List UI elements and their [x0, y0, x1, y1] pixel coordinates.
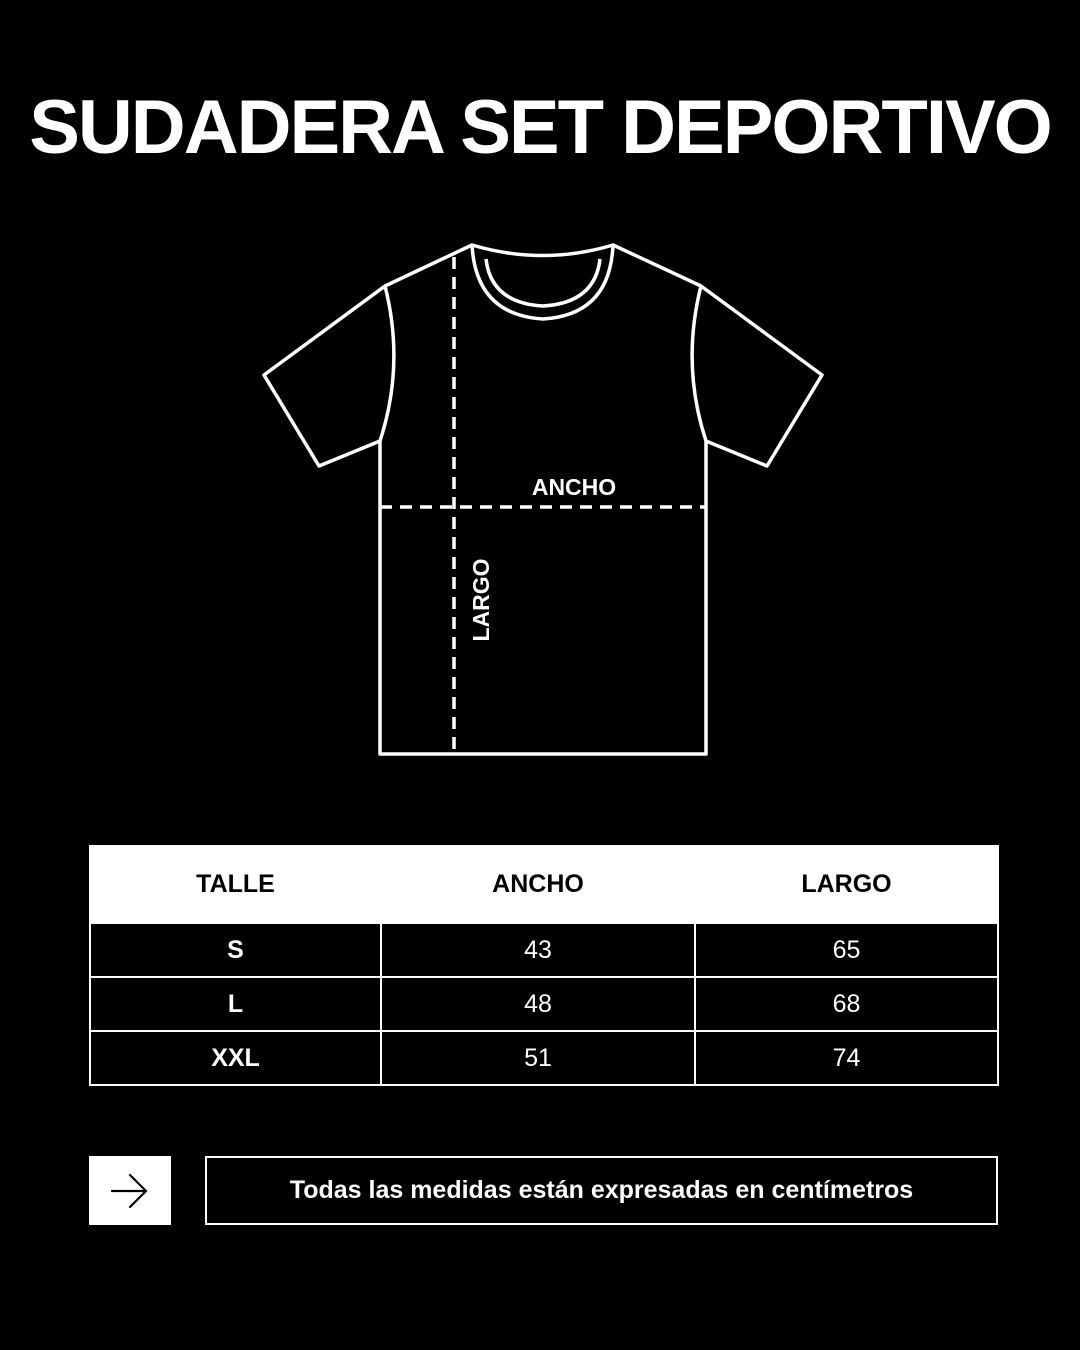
- header-size: TALLE: [90, 846, 381, 923]
- header-length: LARGO: [695, 846, 998, 923]
- length-label: LARGO: [468, 558, 494, 642]
- collar-inner: [486, 259, 600, 306]
- length-cell: 74: [695, 1031, 998, 1085]
- table-row: [90, 977, 998, 1031]
- length-cell: 68: [695, 977, 998, 1031]
- width-cell: 51: [381, 1031, 695, 1085]
- width-label: ANCHO: [531, 474, 617, 500]
- size-table: [89, 845, 999, 1086]
- header-width: ANCHO: [381, 846, 695, 923]
- size-cell: L: [90, 977, 381, 1031]
- size-cell: XXL: [90, 1031, 381, 1085]
- left-armhole: [380, 286, 394, 441]
- arrow-right-icon: [89, 1156, 171, 1225]
- length-cell: 65: [695, 923, 998, 977]
- width-cell: 48: [381, 977, 695, 1031]
- table-header-row: [90, 846, 998, 923]
- units-note: [205, 1156, 998, 1225]
- size-cell: S: [90, 923, 381, 977]
- units-note-text: Todas las medidas están expresadas en centímetros: [289, 1176, 914, 1204]
- table-row: [90, 923, 998, 977]
- table-row: [90, 1031, 998, 1085]
- page-title: SUDADERA SET DEPORTIVO: [29, 85, 1051, 170]
- right-armhole: [692, 286, 706, 441]
- width-cell: 43: [381, 923, 695, 977]
